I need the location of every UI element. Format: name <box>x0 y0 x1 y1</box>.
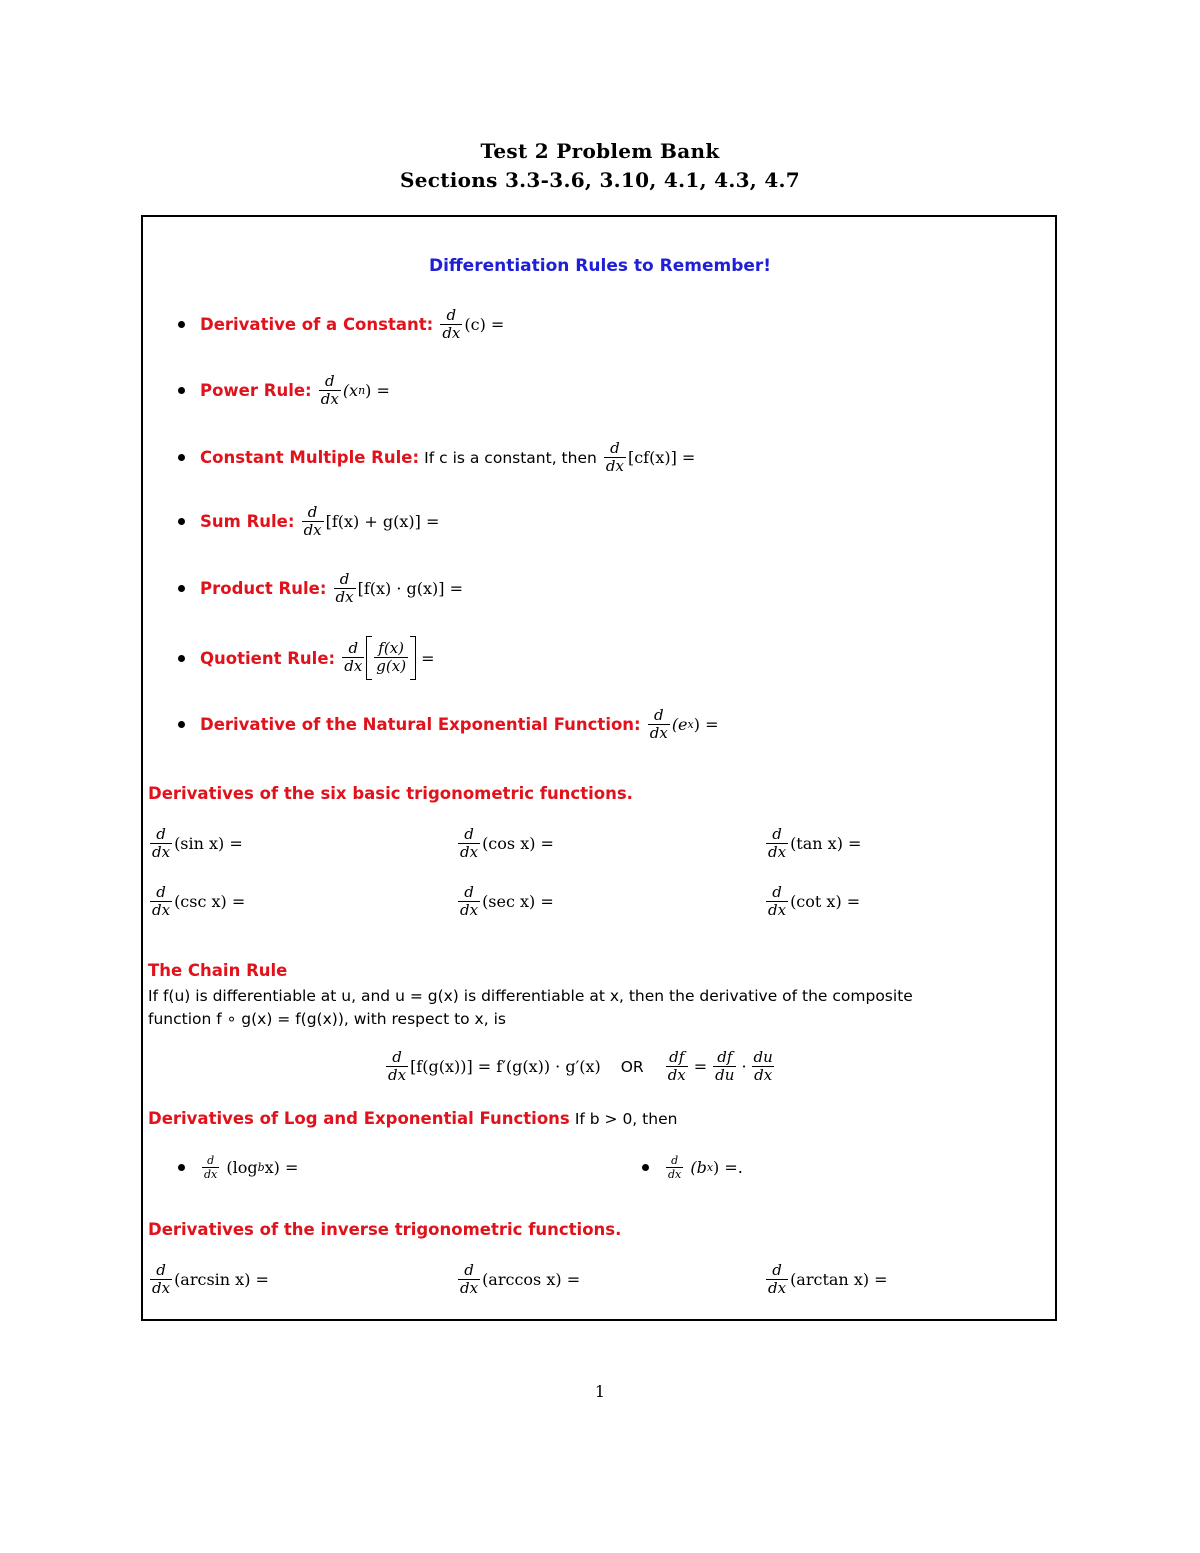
rule-expression: [cf(x)] = <box>627 448 696 468</box>
page-number: 1 <box>594 1382 606 1401</box>
rule-label: Power Rule: <box>200 381 312 401</box>
derivative-operator: $\frac{d}{dx}$ <box>344 639 363 675</box>
log-item <box>176 1155 298 1180</box>
inverse-expression: (arcsin x) = <box>174 1270 269 1290</box>
rule-label: Constant Multiple Rule: <box>200 448 420 468</box>
rule-expression: (e <box>671 715 688 735</box>
bullet-icon <box>176 386 186 396</box>
rule-expression: [f(x) + g(x)] = <box>325 512 440 532</box>
rule-constant <box>176 308 504 342</box>
inverse-expression: (arccos x) = <box>482 1270 581 1290</box>
log-heading: Derivatives of Log and Exponential Functions <box>148 1109 570 1128</box>
rule-label: Product Rule: <box>200 579 327 599</box>
rule-condition: If c is a constant, then <box>424 448 597 467</box>
log-base: b <box>257 1161 265 1175</box>
trig-expression: (sec x) = <box>482 892 554 912</box>
rule-label: Quotient Rule: <box>200 648 336 668</box>
exp-expression-end: ) =. <box>713 1158 743 1178</box>
chain-text-line2: function f ∘ g(x) = f(g(x)), with respect to x, is <box>148 1010 506 1028</box>
rule-sum <box>176 505 439 539</box>
bullet-icon <box>176 517 186 527</box>
log-expression: (log <box>226 1158 258 1178</box>
derivative-operator: $\frac{d}{dx}$ <box>152 883 171 919</box>
derivative-operator: $\frac{d}{dx}$ <box>460 825 479 861</box>
trig-cot <box>764 885 860 919</box>
rule-exponent: x <box>687 718 694 732</box>
derivative-operator: $\frac{d}{dx}$ <box>460 1261 479 1297</box>
log-condition: If b > 0, then <box>574 1109 678 1128</box>
rule-quotient <box>176 636 435 680</box>
bullet-icon <box>640 1163 650 1173</box>
derivative-operator: $\frac{d}{dx}$ <box>768 883 787 919</box>
bullet-icon <box>176 320 186 330</box>
inverse-arcsin <box>148 1263 269 1297</box>
derivative-operator: $\frac{d}{dx}$ <box>460 883 479 919</box>
derivative-operator: $\frac{d}{dx}$ <box>152 1261 171 1297</box>
trig-sin <box>148 827 243 861</box>
bullet-icon <box>176 584 186 594</box>
derivative-operator: $\frac{d}{dx}$ <box>768 825 787 861</box>
df-dx-fraction: $\frac{df}{dx}$ <box>667 1048 686 1084</box>
exp-expression: (b <box>690 1158 707 1178</box>
chain-text-line1: If f(u) is differentiable at u, and u = g(x) is differentiable at x, then the derivative of the composite <box>148 987 913 1005</box>
rule-expression: (x <box>342 381 359 401</box>
inverse-arccos <box>456 1263 580 1297</box>
derivative-operator: $\frac{d}{dx}$ <box>320 372 339 408</box>
inverse-expression: (arctan x) = <box>790 1270 888 1290</box>
df-du-fraction: $\frac{df}{du}$ <box>715 1048 735 1084</box>
trig-expression: (sin x) = <box>174 834 243 854</box>
chain-formula-left: [f(g(x))] = f′(g(x)) · g′(x) <box>410 1057 601 1077</box>
exp-item <box>640 1155 743 1180</box>
rule-product <box>176 572 463 606</box>
chain-dot: · <box>741 1057 747 1077</box>
derivative-operator: $\frac{d}{dx}$ <box>649 706 668 742</box>
trig-expression: (csc x) = <box>174 892 246 912</box>
derivative-operator: $\frac{d}{dx}$ <box>605 439 624 475</box>
rule-label: Derivative of a Constant: <box>200 315 434 335</box>
trig-expression: (tan x) = <box>790 834 862 854</box>
derivative-operator: $\frac{d}{dx}$ <box>204 1154 218 1181</box>
trig-expression: (cot x) = <box>790 892 861 912</box>
inverse-heading: Derivatives of the inverse trigonometric functions. <box>148 1220 622 1239</box>
chain-equals: = <box>693 1057 708 1077</box>
log-expression-end: x) = <box>264 1158 299 1178</box>
rule-expression: [f(x) · g(x)] = <box>357 579 464 599</box>
exp-exponent: x <box>706 1161 714 1175</box>
inverse-arctan <box>764 1263 888 1297</box>
rule-expression-end: ) = <box>365 381 390 401</box>
rule-label: Sum Rule: <box>200 512 295 532</box>
derivative-operator: $\frac{d}{dx}$ <box>442 306 461 342</box>
page-title: Test 2 Problem Bank <box>480 139 720 163</box>
rule-constant-multiple <box>176 441 695 475</box>
derivative-operator: $\frac{d}{dx}$ <box>668 1154 682 1181</box>
quotient-fraction: $\frac{f(x)}{g(x)}$ <box>376 639 407 675</box>
rule-expression: = <box>421 648 435 668</box>
rule-natural-exponential <box>176 708 718 742</box>
rule-exponent: n <box>358 384 366 398</box>
rule-label: Derivative of the Natural Exponential Function: <box>200 715 641 735</box>
chain-formula <box>384 1050 777 1084</box>
trig-cos <box>456 827 554 861</box>
trig-tan <box>764 827 861 861</box>
bullet-icon <box>176 1163 186 1173</box>
derivative-operator: $\frac{d}{dx}$ <box>152 825 171 861</box>
derivative-operator: $\frac{d}{dx}$ <box>768 1261 787 1297</box>
bullet-icon <box>176 453 186 463</box>
log-heading-row <box>148 1109 677 1128</box>
rule-expression-end: ) = <box>693 715 719 735</box>
chain-or: OR <box>620 1057 644 1076</box>
bullet-icon <box>176 653 186 663</box>
trig-expression: (cos x) = <box>482 834 554 854</box>
bullet-icon <box>176 720 186 730</box>
trig-sec <box>456 885 554 919</box>
trig-csc <box>148 885 245 919</box>
rules-heading: Differentiation Rules to Remember! <box>428 256 772 276</box>
derivative-operator: $\frac{d}{dx}$ <box>388 1048 407 1084</box>
chain-heading: The Chain Rule <box>148 961 288 980</box>
derivative-operator: $\frac{d}{dx}$ <box>303 503 322 539</box>
quotient-bracket <box>366 636 416 680</box>
trig-heading: Derivatives of the six basic trigonometric functions. <box>148 784 633 803</box>
page-subtitle: Sections 3.3-3.6, 3.10, 4.1, 4.3, 4.7 <box>399 168 801 192</box>
rule-power <box>176 374 390 408</box>
derivative-operator: $\frac{d}{dx}$ <box>335 570 354 606</box>
rule-expression: (c) = <box>464 315 505 335</box>
du-dx-fraction: $\frac{du}{dx}$ <box>753 1048 773 1084</box>
